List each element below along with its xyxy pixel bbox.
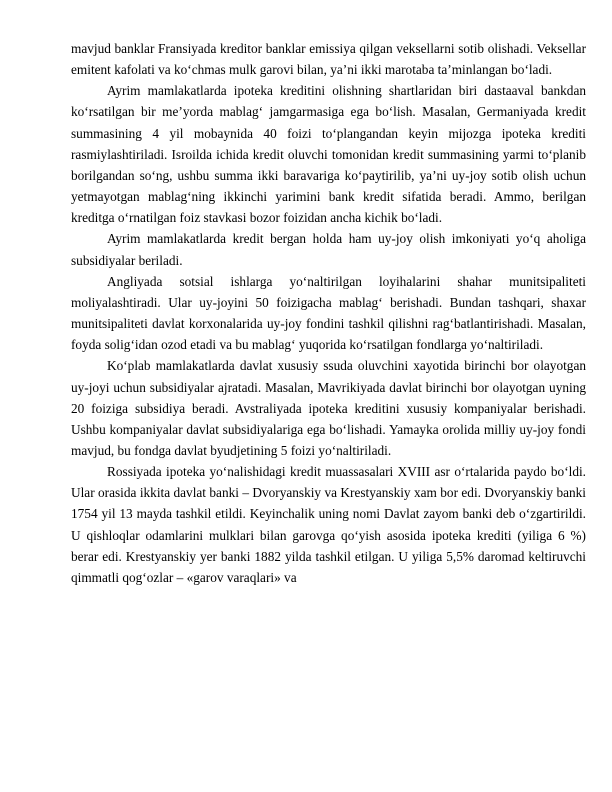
paragraph-savings-requirement: Ayrim mamlakatlarda ipoteka kreditini olishning shartlaridan biri dastaaval bankdan ko‘rsatilgan bir me’yorda mablag‘ jamgarmasiga ega bo‘lish. Masalan, Germaniyada kredit summasining 4 yil mobaynida 40 foizi to‘plangandan keyin mijozga ipoteka krediti rasmiylashtiriladi. Isroilda ichida kredit oluvchi tomonidan kredit summasining yarmi to‘planib borilgandan so‘ng, ushbu summa ikki baravariga ko‘paytirilib, ya’ni uy-joy sotib olish uchun yetmayotgan mablag‘ning ikkinchi yarimini bank kredit sifatida beradi. Ammo, berilgan kreditga o‘rnatilgan foiz stavkasi bozor foizidan ancha kichik bo‘ladi.	[71, 83, 586, 226]
document-page	[71, 38, 586, 588]
paragraph-subsidies: Ayrim mamlakatlarda kredit bergan holda ham uy-joy olish imkoniyati yo‘q aholiga subsidiyalar beriladi.	[71, 231, 586, 268]
paragraph-england: Angliyada sotsial ishlarga yo‘naltirilgan loyihalarini shahar munitsipaliteti moliyalashtiradi. Ular uy-joyini 50 foizigacha mablag‘ berishadi. Bundan tashqari, shaxar munitsipaliteti davlat korxonalarida uy-joy fondini tashkil qilishni rag‘batlantirishadi. Masalan, foyda solig‘idan ozod etadi va bu mablag‘ yuqorida ko‘rsatilgan fondlarga yo‘naltiriladi.	[71, 273, 586, 353]
paragraph-continuation: mavjud banklar Fransiyada kreditor banklar emissiya qilgan veksellarni sotib olishadi. Veksellar emitent kafolati va ko‘chmas mulk garovi bilan, ya’ni ikki marotaba ta’minlangan bo‘ladi.	[71, 41, 586, 78]
paragraph-state-subsidies: Ko‘plab mamlakatlarda davlat xususiy ssuda oluvchini xayotida birinchi bor olayotgan uy-joyi uchun subsidiyalar ajratadi. Masalan, Mavrikiyada davlat birinchi bor olayotgan uyning 20 foiziga subsidiya beradi. Avstraliyada ipoteka kreditini xususiy kompaniyalar berishadi. Ushbu kompaniyalar davlat subsidiyalariga ega bo‘lishadi. Yamayka orolida milliy uy-joy fondi mavjud, bu fondga davlat byudjetining 5 foizi yo‘naltiriladi.	[71, 358, 586, 458]
paragraph-russia: Rossiyada ipoteka yo‘nalishidagi kredit muassasalari XVIII asr o‘rtalarida paydo bo‘ldi. Ular orasida ikkita davlat banki – Dvoryanskiy va Krestyanskiy xam bor edi. Dvoryanskiy banki 1754 yil 13 mayda tashkil etildi. Keyinchalik uning nomi Davlat zayom banki deb o‘zgartirildi. U qishloqlar odamlarini mulklari bilan garovga qo‘yish asosida ipoteka krediti (yiliga 6 %) berar edi. Krestyanskiy yer banki 1882 yilda tashkil etilgan. U yiliga 5,5% daromad keltiruvchi qimmatli qog‘ozlar – «garov varaqlari» va	[71, 464, 586, 585]
